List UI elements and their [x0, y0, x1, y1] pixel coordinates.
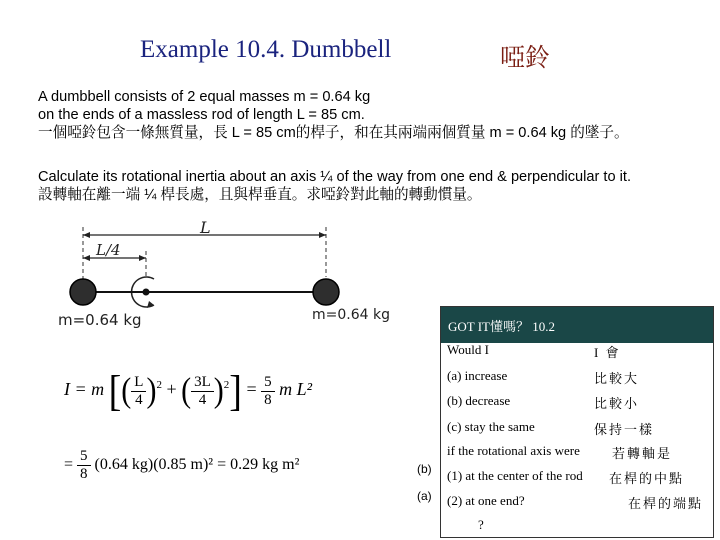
- option-a-zh: 比較大: [594, 371, 640, 386]
- case-2-zh: 在桿的端點: [628, 496, 704, 511]
- axis-condition-zh: 若轉軸是: [612, 446, 673, 461]
- rod-length-label: L: [200, 218, 211, 237]
- got-it-header: GOT IT懂嗎？ 10.2: [441, 307, 713, 343]
- quarter-length-label: L/4: [96, 241, 121, 259]
- left-mass-label: m=0.64 kg: [58, 311, 142, 329]
- question-line-1: Calculate its rotational inertia about an axis ¼ of the way from one end & perpendicular to it.: [38, 169, 632, 185]
- eq2-result: = 0.29 kg m²: [217, 456, 300, 474]
- would-label: Would I: [447, 342, 489, 357]
- would-label-zh: I 會: [594, 345, 621, 360]
- option-c: (c) stay the same: [447, 419, 535, 434]
- problem-line-3: 一個啞鈴包含一條無質量，長 L = 85 cm的桿子，和在其兩端兩個質量 m = 0.64 kg 的墜子。: [38, 125, 629, 141]
- option-b: (b) decrease: [447, 393, 511, 408]
- eq2-body: (0.64 kg)(0.85 m)²: [94, 456, 214, 474]
- option-b-zh: 比較小: [594, 396, 640, 411]
- problem-statement: [38, 88, 629, 142]
- eq1-lhs: I = m: [64, 379, 105, 400]
- page-title-chinese: 啞鈴: [500, 45, 551, 72]
- answer-mark-1: (b): [417, 462, 432, 476]
- page-title: Example 10.4. Dumbbell: [140, 36, 392, 63]
- question-statement: [38, 168, 631, 204]
- problem-line-1: A dumbbell consists of 2 equal masses m = 0.64 kg: [38, 89, 371, 105]
- problem-line-2: on the ends of a massless rod of length L = 85 cm.: [38, 107, 365, 123]
- option-c-zh: 保持一樣: [594, 422, 655, 437]
- question-line-2: 設轉軸在離一端 ¼ 桿長處，且與桿垂直。求啞鈴對此軸的轉動慣量。: [38, 187, 482, 203]
- case-1: (1) at the center of the rod: [447, 468, 583, 483]
- right-mass-label: m=0.64 kg: [312, 307, 390, 323]
- eq2-fraction: $\frac{5}{8}$: [77, 448, 91, 483]
- case-1-zh: 在桿的中點: [609, 471, 685, 486]
- question-mark: ?: [478, 517, 484, 532]
- axis-condition: if the rotational axis were: [447, 443, 580, 458]
- eq1-fraction-2: $\frac{3L}{4}$: [191, 374, 214, 409]
- numeric-equation: = $\frac{5}{8}$ (0.64 kg)(0.85 m)² = 0.29 kg m²: [64, 448, 300, 482]
- dumbbell-figure: [50, 215, 410, 340]
- eq1-fraction-1: $\frac{L}{4}$: [131, 374, 146, 409]
- eq1-fraction-3: $\frac{5}{8}$: [261, 374, 275, 409]
- case-2: (2) at one end?: [447, 493, 525, 508]
- answer-mark-2: (a): [417, 489, 432, 503]
- eq1-rhs: m L²: [279, 379, 313, 400]
- inertia-equation: I = m [( $\frac{L}{4}$ )$^2$ + ( $\frac{3L}{4}$ )$^2$] = $\frac{5}{8}$ m L²: [64, 366, 313, 416]
- option-a: (a) increase: [447, 368, 508, 383]
